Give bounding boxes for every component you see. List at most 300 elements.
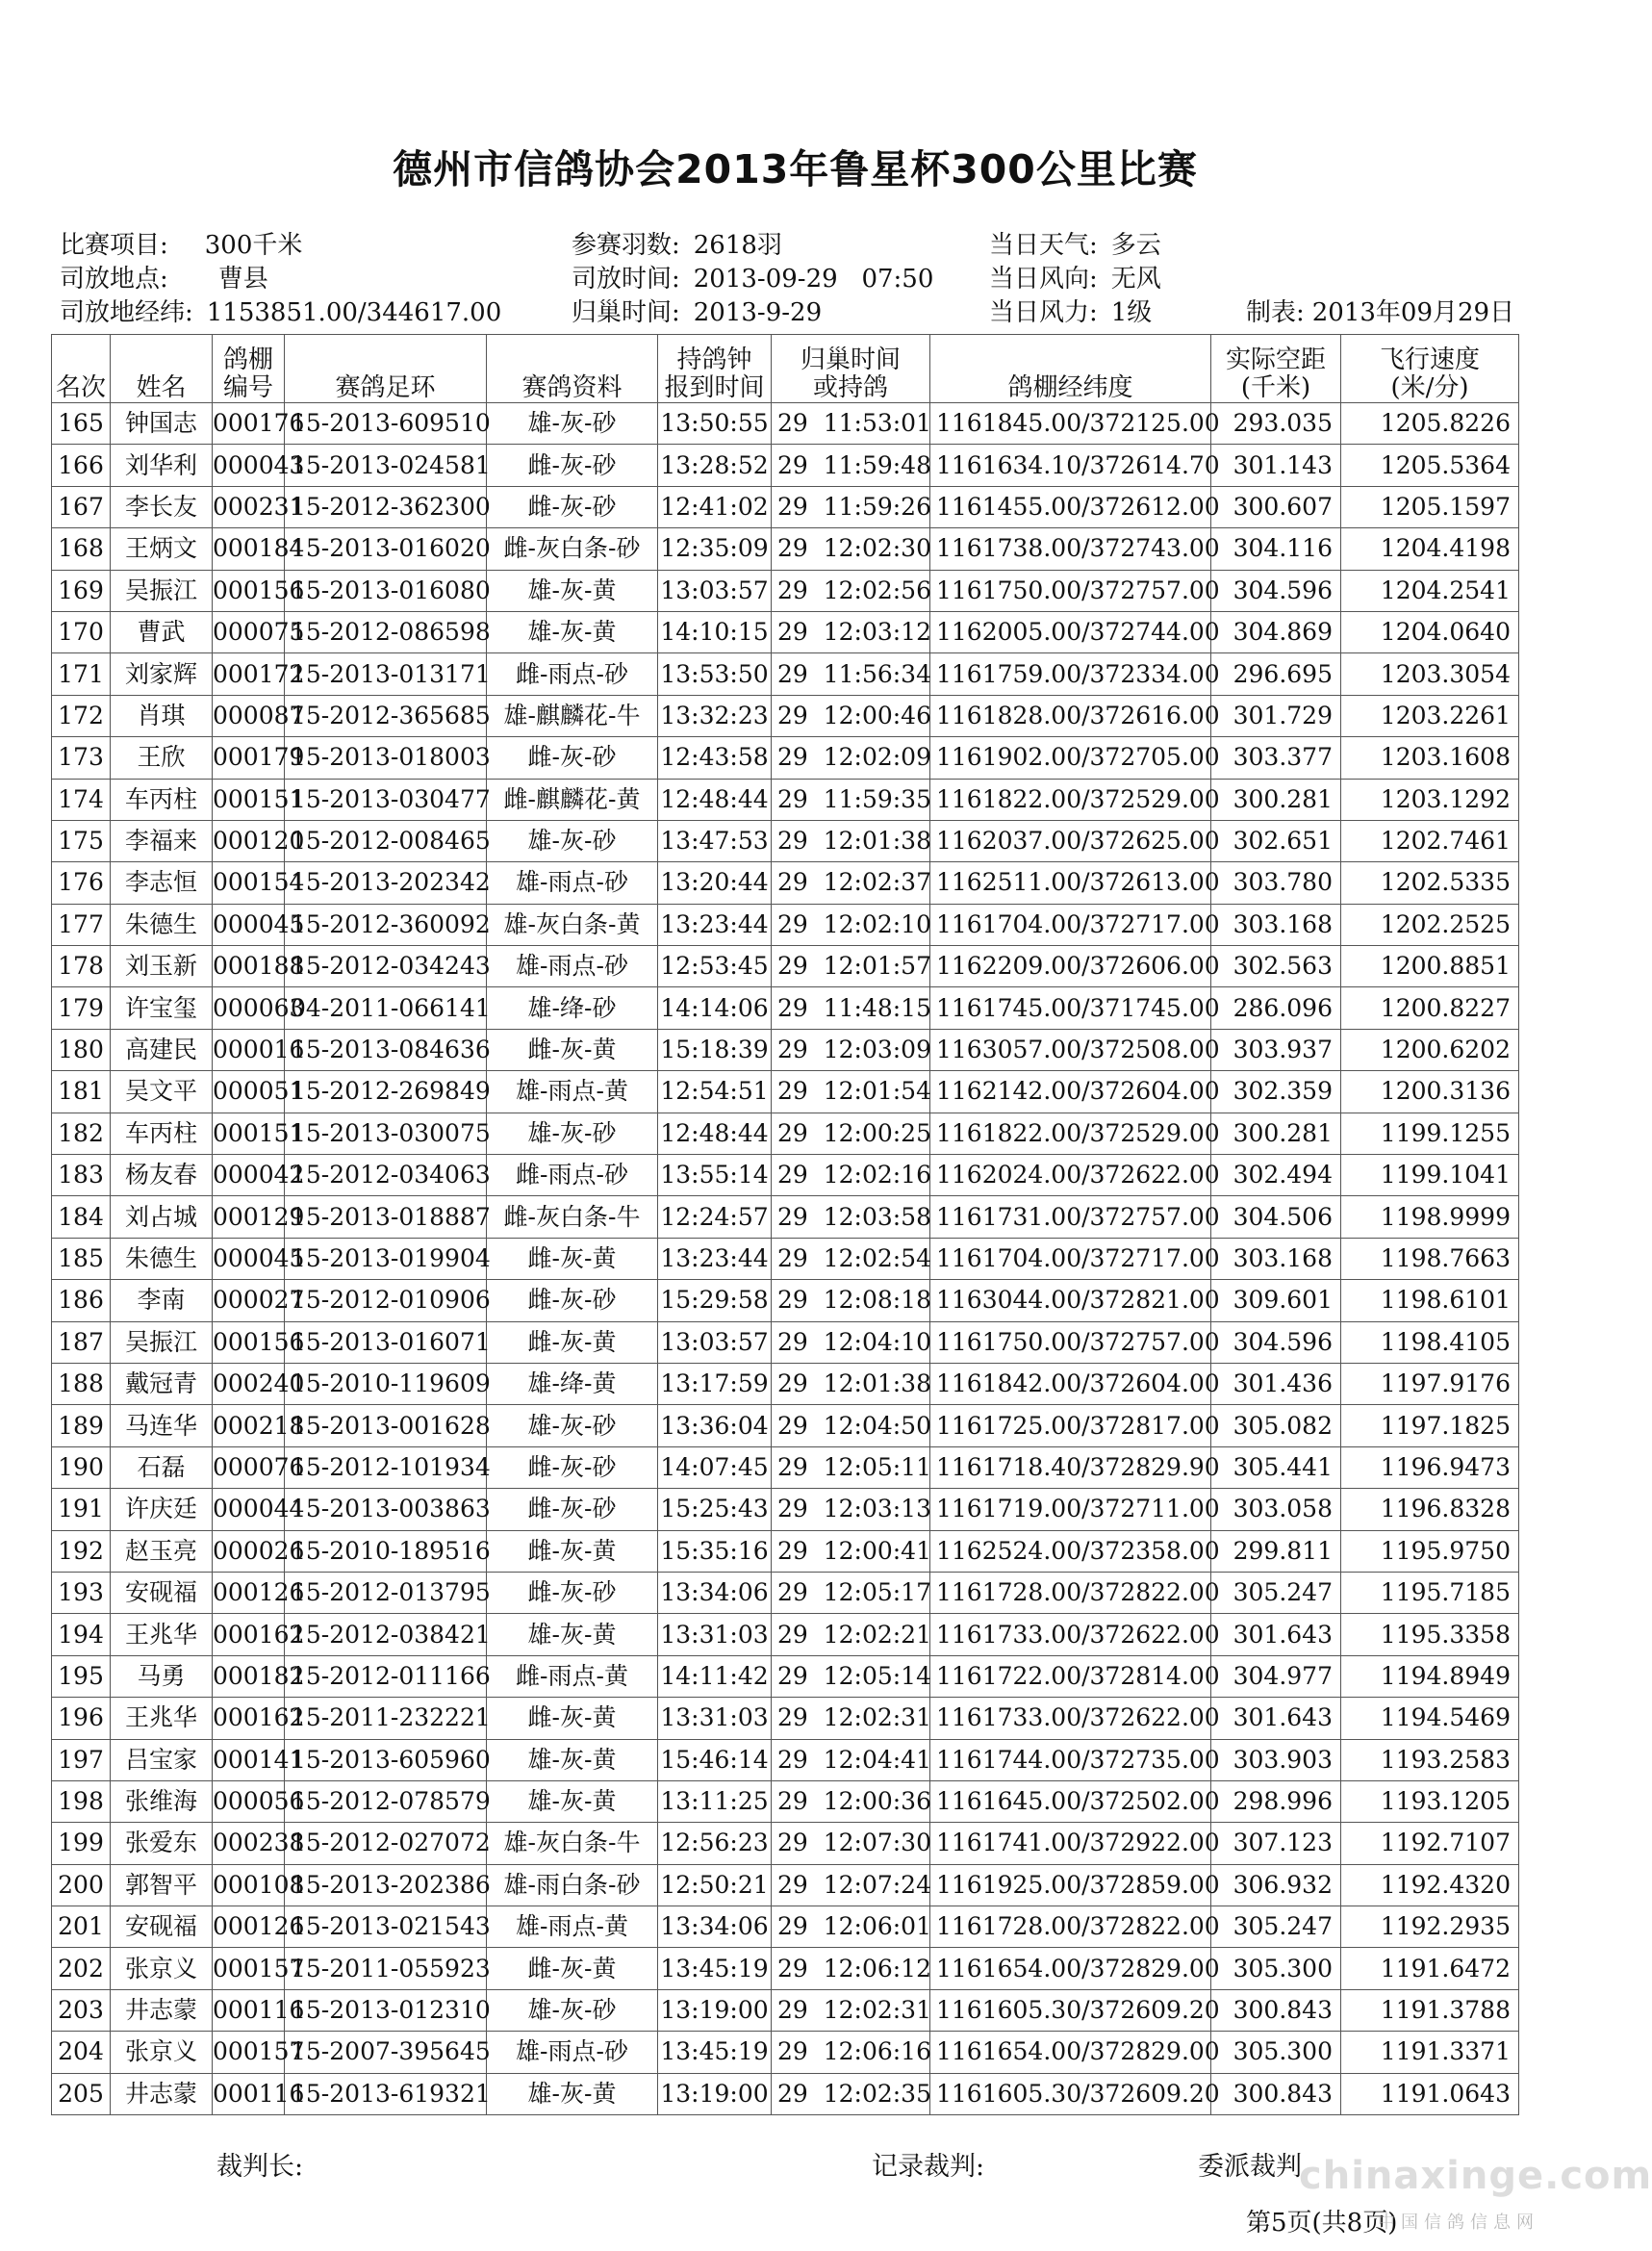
meta-label: 参赛羽数: [572, 231, 680, 260]
table-row [52, 528, 1519, 570]
cell-clock: 13:34:06 [658, 1906, 772, 1948]
cell-info: 雌-灰-黄 [487, 1530, 658, 1572]
cell-name: 肖琪 [111, 695, 213, 736]
cell-rank: 169 [52, 570, 111, 611]
cell-clock: 12:48:44 [658, 779, 772, 820]
cell-clock: 13:20:44 [658, 862, 772, 904]
cell-coords: 1161925.00/372859.00 [930, 1864, 1211, 1906]
cell-loft: 000172 [213, 653, 285, 695]
cell-distance: 301.643 [1211, 1698, 1341, 1739]
cell-info: 雄-灰-砂 [487, 1405, 658, 1446]
cell-coords: 1162024.00/372622.00 [930, 1155, 1211, 1196]
table-row [52, 1196, 1519, 1238]
cell-speed: 1196.9473 [1341, 1446, 1519, 1488]
cell-coords: 1161728.00/372822.00 [930, 1572, 1211, 1613]
cell-arrive: 29 12:05:11 [772, 1446, 930, 1488]
cell-name: 马勇 [111, 1655, 213, 1697]
results-body [52, 403, 1519, 2115]
cell-info: 雌-灰-黄 [487, 1948, 658, 1989]
cell-speed: 1200.6202 [1341, 1029, 1519, 1070]
col-coords: 鸽棚经纬度 [930, 335, 1211, 403]
cell-info: 雄-雨点-黄 [487, 1071, 658, 1113]
cell-arrive: 29 12:02:16 [772, 1155, 930, 1196]
cell-name: 朱德生 [111, 904, 213, 945]
cell-arrive: 29 12:03:58 [772, 1196, 930, 1238]
cell-rank: 181 [52, 1071, 111, 1113]
cell-name: 刘华利 [111, 445, 213, 486]
cell-coords: 1161822.00/372529.00 [930, 1113, 1211, 1154]
cell-ring: 15-2013-001628 [285, 1405, 487, 1446]
cell-ring: 15-2012-027072 [285, 1823, 487, 1864]
cell-arrive: 29 12:02:31 [772, 1989, 930, 2031]
cell-info: 雄-绛-黄 [487, 1363, 658, 1404]
cell-name: 吴振江 [111, 1321, 213, 1363]
cell-arrive: 29 12:06:01 [772, 1906, 930, 1948]
cell-coords: 1161828.00/372616.00 [930, 695, 1211, 736]
cell-clock: 13:19:00 [658, 1989, 772, 2031]
cell-distance: 305.082 [1211, 1405, 1341, 1446]
cell-clock: 13:17:59 [658, 1363, 772, 1404]
cell-clock: 13:23:44 [658, 904, 772, 945]
cell-name: 井志蒙 [111, 2073, 213, 2114]
cell-distance: 298.996 [1211, 1780, 1341, 1822]
cell-distance: 296.695 [1211, 653, 1341, 695]
cell-ring: 15-2012-013795 [285, 1572, 487, 1613]
cell-name: 张京义 [111, 1948, 213, 1989]
cell-info: 雄-灰-砂 [487, 820, 658, 861]
cell-clock: 15:18:39 [658, 1029, 772, 1070]
cell-loft: 000126 [213, 1572, 285, 1613]
cell-info: 雌-灰-砂 [487, 737, 658, 779]
cell-info: 雌-雨点-黄 [487, 1655, 658, 1697]
cell-distance: 293.035 [1211, 403, 1341, 445]
page-number: 第5页(共8页) [1246, 2209, 1398, 2238]
cell-speed: 1203.1292 [1341, 779, 1519, 820]
cell-distance: 306.932 [1211, 1864, 1341, 1906]
cell-name: 井志蒙 [111, 1989, 213, 2031]
cell-speed: 1194.5469 [1341, 1698, 1519, 1739]
cell-speed: 1200.3136 [1341, 1071, 1519, 1113]
cell-ring: 15-2011-232221 [285, 1698, 487, 1739]
cell-loft: 000184 [213, 528, 285, 570]
cell-arrive: 29 12:00:25 [772, 1113, 930, 1154]
cell-clock: 13:23:44 [658, 1238, 772, 1279]
cell-speed: 1196.8328 [1341, 1489, 1519, 1530]
cell-distance: 305.247 [1211, 1572, 1341, 1613]
cell-coords: 1161750.00/372757.00 [930, 1321, 1211, 1363]
cell-rank: 176 [52, 862, 111, 904]
table-row [52, 820, 1519, 861]
cell-clock: 14:11:42 [658, 1655, 772, 1697]
cell-name: 刘占城 [111, 1196, 213, 1238]
cell-loft: 000182 [213, 1655, 285, 1697]
cell-rank: 190 [52, 1446, 111, 1488]
cell-speed: 1199.1041 [1341, 1155, 1519, 1196]
cell-speed: 1197.1825 [1341, 1405, 1519, 1446]
table-header-row [52, 335, 1519, 403]
cell-name: 王兆华 [111, 1614, 213, 1655]
meta-label: 当日风力: [989, 298, 1098, 327]
cell-coords: 1161744.00/372735.00 [930, 1739, 1211, 1780]
cell-speed: 1205.1597 [1341, 486, 1519, 527]
cell-rank: 194 [52, 1614, 111, 1655]
cell-distance: 303.903 [1211, 1739, 1341, 1780]
cell-clock: 13:32:23 [658, 695, 772, 736]
cell-rank: 193 [52, 1572, 111, 1613]
cell-name: 马连华 [111, 1405, 213, 1446]
cell-arrive: 29 12:01:38 [772, 1363, 930, 1404]
cell-ring: 15-2012-362300 [285, 486, 487, 527]
cell-arrive: 29 12:04:10 [772, 1321, 930, 1363]
cell-name: 安砚福 [111, 1572, 213, 1613]
cell-arrive: 29 12:00:36 [772, 1780, 930, 1822]
cell-info: 雌-灰-砂 [487, 1572, 658, 1613]
cell-ring: 15-2012-086598 [285, 611, 487, 652]
cell-speed: 1202.2525 [1341, 904, 1519, 945]
cell-rank: 183 [52, 1155, 111, 1196]
cell-rank: 205 [52, 2073, 111, 2114]
cell-ring: 04-2011-066141 [285, 987, 487, 1029]
table-row [52, 779, 1519, 820]
cell-speed: 1200.8227 [1341, 987, 1519, 1029]
cell-coords: 1161845.00/372125.00 [930, 403, 1211, 445]
cell-ring: 15-2013-030075 [285, 1113, 487, 1154]
cell-loft: 000126 [213, 1906, 285, 1948]
cell-distance: 304.596 [1211, 570, 1341, 611]
cell-loft: 000120 [213, 820, 285, 861]
table-row [52, 1071, 1519, 1113]
cell-speed: 1197.9176 [1341, 1363, 1519, 1404]
cell-info: 雄-麒麟花-牛 [487, 695, 658, 736]
results-table [51, 334, 1519, 2115]
cell-distance: 304.869 [1211, 611, 1341, 652]
table-row [52, 2073, 1519, 2114]
cell-arrive: 29 12:01:38 [772, 820, 930, 861]
cell-distance: 303.377 [1211, 737, 1341, 779]
table-row [52, 1698, 1519, 1739]
cell-rank: 174 [52, 779, 111, 820]
cell-arrive: 29 12:05:17 [772, 1572, 930, 1613]
cell-info: 雄-灰-砂 [487, 1113, 658, 1154]
cell-clock: 13:03:57 [658, 1321, 772, 1363]
cell-name: 安砚福 [111, 1906, 213, 1948]
cell-coords: 1161750.00/372757.00 [930, 570, 1211, 611]
cell-info: 雄-雨白条-砂 [487, 1864, 658, 1906]
cell-arrive: 29 11:59:48 [772, 445, 930, 486]
col-name: 姓名 [111, 335, 213, 403]
cell-speed: 1203.1608 [1341, 737, 1519, 779]
cell-ring: 15-2013-030477 [285, 779, 487, 820]
cell-info: 雌-灰-砂 [487, 1489, 658, 1530]
cell-rank: 196 [52, 1698, 111, 1739]
cell-speed: 1203.2261 [1341, 695, 1519, 736]
watermark: chinaxinge.com [1299, 2154, 1652, 2198]
cell-coords: 1161654.00/372829.00 [930, 1948, 1211, 1989]
meta-release-coords [60, 298, 501, 327]
cell-clock: 12:35:09 [658, 528, 772, 570]
cell-clock: 12:54:51 [658, 1071, 772, 1113]
cell-name: 吴文平 [111, 1071, 213, 1113]
table-row [52, 862, 1519, 904]
cell-ring: 15-2013-016020 [285, 528, 487, 570]
table-row [52, 1655, 1519, 1697]
meta-value: 1级 [1110, 298, 1153, 327]
cell-distance: 307.123 [1211, 1823, 1341, 1864]
cell-name: 李志恒 [111, 862, 213, 904]
cell-clock: 15:25:43 [658, 1489, 772, 1530]
cell-coords: 1161728.00/372822.00 [930, 1906, 1211, 1948]
cell-name: 许宝玺 [111, 987, 213, 1029]
page-title: 德州市信鸽协会2013年鲁星杯300公里比赛 [393, 146, 1198, 192]
cell-info: 雌-灰-黄 [487, 1238, 658, 1279]
cell-arrive: 29 12:02:30 [772, 528, 930, 570]
cell-speed: 1202.7461 [1341, 820, 1519, 861]
cell-ring: 15-2013-012310 [285, 1989, 487, 2031]
cell-arrive: 29 12:02:09 [772, 737, 930, 779]
cell-arrive: 29 12:07:30 [772, 1823, 930, 1864]
chief-judge-label: 裁判长: [216, 2152, 304, 2182]
col-ring: 赛鸽足环 [285, 335, 487, 403]
cell-ring: 15-2011-055923 [285, 1948, 487, 1989]
cell-rank: 201 [52, 1906, 111, 1948]
cell-loft: 000231 [213, 486, 285, 527]
meta-label: 司放时间: [572, 265, 680, 294]
cell-coords: 1161842.00/372604.00 [930, 1363, 1211, 1404]
cell-clock: 13:55:14 [658, 1155, 772, 1196]
table-row [52, 1614, 1519, 1655]
cell-distance: 299.811 [1211, 1530, 1341, 1572]
cell-info: 雄-雨点-砂 [487, 862, 658, 904]
cell-rank: 180 [52, 1029, 111, 1070]
cell-info: 雌-雨点-砂 [487, 1155, 658, 1196]
table-row [52, 403, 1519, 445]
cell-ring: 15-2013-016071 [285, 1321, 487, 1363]
cell-clock: 12:41:02 [658, 486, 772, 527]
cell-ring: 15-2012-038421 [285, 1614, 487, 1655]
cell-speed: 1191.3788 [1341, 1989, 1519, 2031]
cell-coords: 1161704.00/372717.00 [930, 904, 1211, 945]
cell-arrive: 29 12:02:21 [772, 1614, 930, 1655]
cell-distance: 304.977 [1211, 1655, 1341, 1697]
cell-coords: 1162142.00/372604.00 [930, 1071, 1211, 1113]
cell-ring: 15-2007-395645 [285, 2032, 487, 2073]
cell-clock: 12:24:57 [658, 1196, 772, 1238]
cell-ring: 15-2013-619321 [285, 2073, 487, 2114]
cell-rank: 198 [52, 1780, 111, 1822]
cell-coords: 1162037.00/372625.00 [930, 820, 1211, 861]
cell-coords: 1161718.40/372829.90 [930, 1446, 1211, 1488]
cell-clock: 12:50:21 [658, 1864, 772, 1906]
watermark-subtitle: 中国信鸽信息网 [1378, 2213, 1539, 2233]
cell-info: 雄-灰-砂 [487, 1989, 658, 2031]
cell-speed: 1200.8851 [1341, 946, 1519, 987]
cell-clock: 12:53:45 [658, 946, 772, 987]
meta-label: 当日风向: [989, 265, 1098, 294]
cell-arrive: 29 12:02:10 [772, 904, 930, 945]
cell-arrive: 29 12:01:57 [772, 946, 930, 987]
cell-rank: 185 [52, 1238, 111, 1279]
table-row [52, 1823, 1519, 1864]
cell-distance: 300.607 [1211, 486, 1341, 527]
table-row [52, 611, 1519, 652]
cell-arrive: 29 12:00:46 [772, 695, 930, 736]
cell-clock: 14:07:45 [658, 1446, 772, 1488]
cell-loft: 000157 [213, 2032, 285, 2073]
table-row [52, 1572, 1519, 1613]
cell-name: 王炳文 [111, 528, 213, 570]
col-rank: 名次 [52, 335, 111, 403]
cell-speed: 1193.2583 [1341, 1739, 1519, 1780]
cell-distance: 286.096 [1211, 987, 1341, 1029]
cell-ring: 15-2013-019904 [285, 1238, 487, 1279]
col-info: 赛鸽资料 [487, 335, 658, 403]
cell-speed: 1195.3358 [1341, 1614, 1519, 1655]
cell-clock: 13:53:50 [658, 653, 772, 695]
cell-speed: 1204.2541 [1341, 570, 1519, 611]
cell-info: 雌-灰白条-砂 [487, 528, 658, 570]
cell-loft: 000238 [213, 1823, 285, 1864]
assigned-judge-label: 委派裁判 [1198, 2152, 1302, 2182]
cell-arrive: 29 12:02:31 [772, 1698, 930, 1739]
table-row [52, 1489, 1519, 1530]
cell-arrive: 29 11:59:35 [772, 779, 930, 820]
meta-label: 制表: [1246, 298, 1305, 327]
meta-label: 归巢时间: [572, 298, 680, 327]
record-judge-label: 记录裁判: [872, 2152, 985, 2182]
cell-distance: 301.729 [1211, 695, 1341, 736]
cell-coords: 1161719.00/372711.00 [930, 1489, 1211, 1530]
table-row [52, 1113, 1519, 1154]
cell-loft: 000044 [213, 1489, 285, 1530]
cell-loft: 000043 [213, 445, 285, 486]
cell-name: 车丙柱 [111, 1113, 213, 1154]
cell-distance: 304.596 [1211, 1321, 1341, 1363]
cell-info: 雄-绛-砂 [487, 987, 658, 1029]
cell-coords: 1161704.00/372717.00 [930, 1238, 1211, 1279]
table-row [52, 1989, 1519, 2031]
cell-arrive: 29 12:02:54 [772, 1238, 930, 1279]
cell-info: 雄-雨点-砂 [487, 2032, 658, 2073]
meta-wind-force [989, 298, 1152, 327]
table-row [52, 1405, 1519, 1446]
cell-name: 石磊 [111, 1446, 213, 1488]
cell-speed: 1191.0643 [1341, 2073, 1519, 2114]
meta-value: 2013-9-29 [693, 298, 823, 327]
cell-rank: 171 [52, 653, 111, 695]
cell-loft: 000087 [213, 695, 285, 736]
cell-rank: 191 [52, 1489, 111, 1530]
cell-coords: 1163057.00/372508.00 [930, 1029, 1211, 1070]
cell-rank: 165 [52, 403, 111, 445]
cell-speed: 1203.3054 [1341, 653, 1519, 695]
cell-clock: 13:28:52 [658, 445, 772, 486]
cell-loft: 000045 [213, 1238, 285, 1279]
cell-speed: 1198.7663 [1341, 1238, 1519, 1279]
cell-name: 许庆廷 [111, 1489, 213, 1530]
cell-arrive: 29 11:59:26 [772, 486, 930, 527]
meta-release-place [60, 265, 268, 294]
cell-speed: 1198.4105 [1341, 1321, 1519, 1363]
cell-ring: 15-2013-013171 [285, 653, 487, 695]
cell-rank: 172 [52, 695, 111, 736]
cell-coords: 1161741.00/372922.00 [930, 1823, 1211, 1864]
cell-distance: 305.441 [1211, 1446, 1341, 1488]
table-row [52, 1948, 1519, 1989]
col-clock: 持鸽钟 报到时间 [658, 335, 772, 403]
cell-info: 雌-灰-黄 [487, 1698, 658, 1739]
cell-arrive: 29 12:00:41 [772, 1530, 930, 1572]
col-distance: 实际空距 (千米) [1211, 335, 1341, 403]
table-row [52, 904, 1519, 945]
cell-info: 雄-灰-黄 [487, 611, 658, 652]
cell-distance: 300.281 [1211, 779, 1341, 820]
cell-name: 张京义 [111, 2032, 213, 2073]
cell-coords: 1161455.00/372612.00 [930, 486, 1211, 527]
cell-loft: 000151 [213, 1113, 285, 1154]
cell-speed: 1204.0640 [1341, 611, 1519, 652]
cell-arrive: 29 12:07:24 [772, 1864, 930, 1906]
cell-clock: 13:31:03 [658, 1698, 772, 1739]
cell-coords: 1161822.00/372529.00 [930, 779, 1211, 820]
cell-coords: 1161738.00/372743.00 [930, 528, 1211, 570]
cell-coords: 1161605.30/372609.20 [930, 1989, 1211, 2031]
cell-info: 雌-麒麟花-黄 [487, 779, 658, 820]
cell-info: 雌-灰-黄 [487, 1321, 658, 1363]
cell-loft: 000116 [213, 2073, 285, 2114]
cell-rank: 200 [52, 1864, 111, 1906]
cell-clock: 12:56:23 [658, 1823, 772, 1864]
cell-ring: 15-2013-202342 [285, 862, 487, 904]
table-row [52, 946, 1519, 987]
cell-info: 雄-灰-黄 [487, 2073, 658, 2114]
meta-value: 300千米 [204, 231, 303, 260]
table-row [52, 1739, 1519, 1780]
cell-ring: 15-2013-202386 [285, 1864, 487, 1906]
cell-clock: 12:43:58 [658, 737, 772, 779]
cell-distance: 300.843 [1211, 1989, 1341, 2031]
cell-name: 车丙柱 [111, 779, 213, 820]
cell-loft: 000157 [213, 1948, 285, 1989]
cell-clock: 14:14:06 [658, 987, 772, 1029]
cell-name: 王欣 [111, 737, 213, 779]
cell-name: 刘家辉 [111, 653, 213, 695]
cell-speed: 1192.2935 [1341, 1906, 1519, 1948]
cell-info: 雌-灰-砂 [487, 445, 658, 486]
table-row [52, 1155, 1519, 1196]
table-row [52, 1238, 1519, 1279]
cell-name: 李南 [111, 1280, 213, 1321]
cell-loft: 000051 [213, 1071, 285, 1113]
cell-distance: 301.143 [1211, 445, 1341, 486]
table-row [52, 1906, 1519, 1948]
meta-return-time [572, 298, 822, 327]
table-row [52, 695, 1519, 736]
cell-loft: 000154 [213, 862, 285, 904]
cell-distance: 303.780 [1211, 862, 1341, 904]
cell-arrive: 29 12:06:12 [772, 1948, 930, 1989]
cell-name: 李福来 [111, 820, 213, 861]
cell-ring: 15-2013-605960 [285, 1739, 487, 1780]
cell-coords: 1161634.10/372614.70 [930, 445, 1211, 486]
meta-value: 曹县 [217, 265, 268, 294]
cell-distance: 305.300 [1211, 2032, 1341, 2073]
cell-distance: 302.563 [1211, 946, 1341, 987]
cell-distance: 300.843 [1211, 2073, 1341, 2114]
cell-speed: 1195.9750 [1341, 1530, 1519, 1572]
cell-speed: 1192.7107 [1341, 1823, 1519, 1864]
cell-speed: 1193.1205 [1341, 1780, 1519, 1822]
cell-arrive: 29 12:02:35 [772, 2073, 930, 2114]
